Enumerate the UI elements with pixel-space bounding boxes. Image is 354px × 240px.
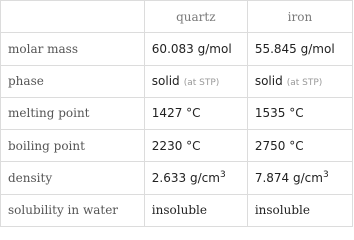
table-row-boiling-point: [1, 130, 353, 162]
table-row-melting-point: [1, 97, 353, 129]
value: 60.083: [151, 41, 194, 56]
table-row-phase: [1, 65, 353, 97]
unit: g/mol: [197, 41, 232, 56]
unit: °C: [289, 106, 304, 121]
cell-iron-boiling-point: [247, 130, 352, 162]
cell-iron-phase: [247, 65, 352, 97]
cell-quartz-boiling-point: [144, 130, 247, 162]
unit: g/cm: [189, 171, 220, 186]
cell-quartz-molar-mass: [144, 33, 247, 65]
value: 55.845: [254, 41, 297, 56]
cell-iron-solubility: insoluble: [247, 194, 352, 226]
value: 2230: [151, 138, 183, 153]
value: 1535: [254, 106, 286, 121]
cell-iron-molar-mass: [247, 33, 352, 65]
row-label-solubility: solubility in water: [1, 194, 145, 226]
unit-superscript: 3: [322, 170, 329, 181]
header-iron: iron: [247, 1, 352, 33]
value: solid: [151, 74, 180, 89]
cell-quartz-phase: [144, 65, 247, 97]
value: 2750: [254, 138, 286, 153]
unit: °C: [289, 138, 304, 153]
row-label-phase: phase: [1, 65, 145, 97]
unit: °C: [186, 106, 201, 121]
row-label-density: density: [1, 162, 145, 194]
header-row: [1, 1, 353, 33]
value: solid: [254, 74, 283, 89]
row-label-melting-point: melting point: [1, 97, 145, 129]
header-empty-cell: [1, 1, 145, 33]
table-row-solubility: [1, 194, 353, 226]
header-quartz: quartz: [144, 1, 247, 33]
row-label-boiling-point: boiling point: [1, 130, 145, 162]
unit-superscript: 3: [219, 170, 226, 181]
cell-quartz-solubility: insoluble: [144, 194, 247, 226]
phase-note: (at STP): [286, 78, 323, 89]
table-row-density: [1, 162, 353, 194]
unit: g/cm: [293, 171, 323, 186]
value: 2.633: [151, 171, 187, 186]
unit: °C: [186, 138, 201, 153]
value: 7.874: [254, 171, 290, 186]
cell-iron-density: [247, 162, 352, 194]
table-row-molar-mass: [1, 33, 353, 65]
phase-note: (at STP): [183, 78, 220, 89]
cell-iron-melting-point: [247, 97, 352, 129]
row-label-molar-mass: molar mass: [1, 33, 145, 65]
value: 1427: [151, 106, 183, 121]
cell-quartz-density: [144, 162, 247, 194]
unit: g/mol: [300, 41, 335, 56]
cell-quartz-melting-point: [144, 97, 247, 129]
